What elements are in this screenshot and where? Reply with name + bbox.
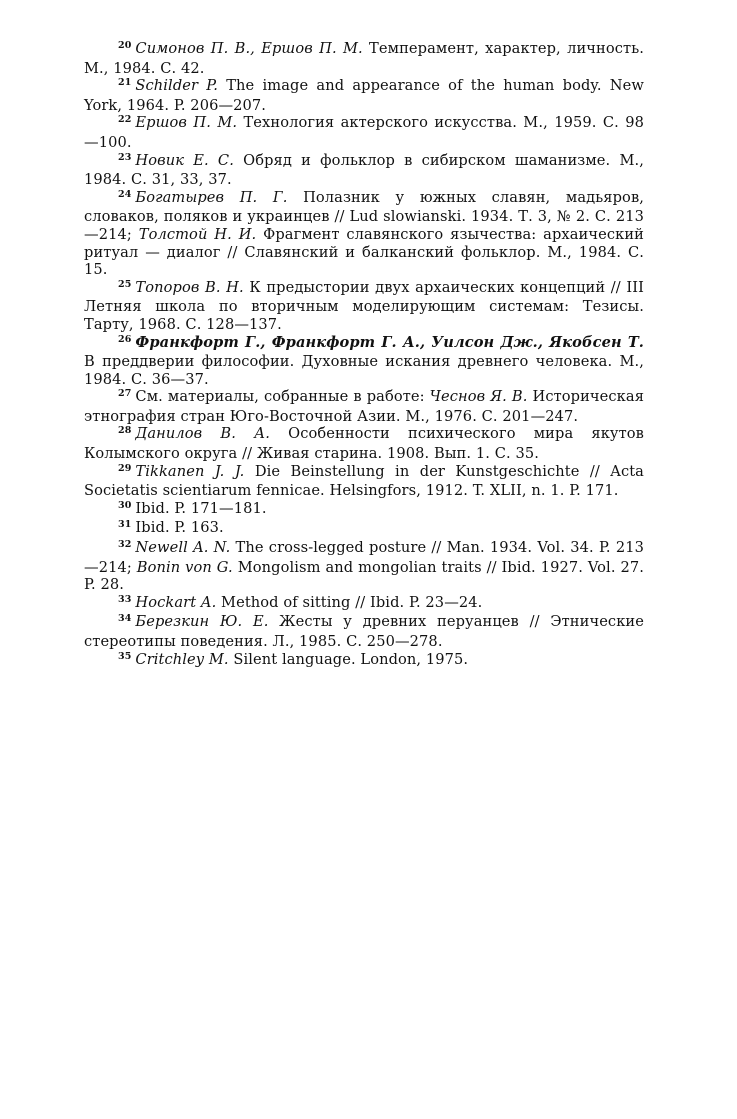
footnote-30 xyxy=(84,500,644,520)
footnote-number: 26 xyxy=(118,333,132,345)
footnote-text: Ibid. P. 171—181. xyxy=(135,499,267,517)
footnote-author: Франкфорт Г., Франкфорт Г. А., Уилсон Дж., Якобсен Т. xyxy=(135,333,644,351)
footnote-22 xyxy=(84,114,644,151)
footnote-number: 20 xyxy=(118,40,132,51)
footnotes-page xyxy=(84,40,644,670)
footnote-26 xyxy=(84,334,644,389)
footnote-author: Ершов П. М. xyxy=(135,114,238,132)
footnote-text: Полазник у южных славян, мадьяров, словаков, поляков и украинцев // Lud slowianski. 1934. Т. 3, № 2. С. 213—214; xyxy=(84,188,644,243)
footnote-20 xyxy=(84,40,644,77)
footnote-21 xyxy=(84,77,644,114)
footnote-number: 34 xyxy=(118,613,132,625)
footnote-text: Обряд и фольклор в сибирском шаманизме. М., 1984. С. 31, 33, 37. xyxy=(84,151,644,189)
footnote-33 xyxy=(84,594,644,614)
footnote-author: Новик Е. С. xyxy=(135,151,234,169)
footnote-author: Березкин Ю. Е. xyxy=(135,613,269,631)
footnote-text: Ibid. P. 163. xyxy=(135,519,224,537)
footnote-number: 27 xyxy=(118,388,132,400)
footnote-27 xyxy=(84,388,644,425)
footnote-number: 32 xyxy=(118,539,132,551)
footnote-text: Особенности психического мира якутов Колымского округа // Живая старина. 1908. Вып. 1. С. 35. xyxy=(84,425,644,463)
footnote-text: В преддверии философии. Духовные искания древнего человека. М., 1984. С. 36—37. xyxy=(84,353,644,388)
footnote-29 xyxy=(84,463,644,500)
footnote-author: Schilder P. xyxy=(135,77,218,95)
footnote-author: Топоров В. Н. xyxy=(135,278,244,296)
footnote-author: Симонов П. В., Ершов П. М. xyxy=(135,40,363,57)
footnote-number: 31 xyxy=(118,519,132,531)
footnote-number: 22 xyxy=(118,114,132,126)
footnote-31 xyxy=(84,519,644,539)
footnote-23 xyxy=(84,152,644,189)
footnote-author: Bonin von G. xyxy=(136,558,233,576)
footnote-text: Фрагмент славянского язычества: архаический ритуал — диалог // Славянский и балканский фольклор. М., 1984. С. 15. xyxy=(84,225,645,279)
footnote-number: 30 xyxy=(118,499,132,511)
footnote-author: Данилов В. А. xyxy=(135,425,271,443)
footnote-number: 35 xyxy=(118,650,132,662)
footnote-number: 23 xyxy=(118,151,132,163)
footnote-text: Mongolism and mongolian traits // Ibid. 1927. Vol. 27. P. 28. xyxy=(84,558,644,594)
footnote-text: The image and appearance of the human body. New York, 1964. P. 206—207. xyxy=(84,77,644,114)
footnote-author: Hockart A. xyxy=(135,593,217,611)
footnote-number: 28 xyxy=(118,425,132,437)
footnote-number: 29 xyxy=(118,462,132,474)
footnote-text: Темперамент, характер, личность. М., 1984. С. 42. xyxy=(84,40,644,77)
footnote-text: См. материалы, собранные в работе: xyxy=(135,388,430,406)
footnote-author: Толстой Н. И. xyxy=(138,225,257,243)
footnote-text: Жесты у древних перуанцев // Этнические стереотипы поведения. Л., 1985. С. 250—278. xyxy=(84,613,644,650)
footnote-25 xyxy=(84,279,644,334)
footnote-35 xyxy=(84,651,644,671)
footnote-24 xyxy=(84,189,644,279)
footnote-number: 25 xyxy=(118,278,132,290)
footnote-28 xyxy=(84,425,644,462)
footnote-author: Critchley M. xyxy=(135,650,229,668)
footnote-author: Newell A. N. xyxy=(135,539,231,557)
footnote-author: Богатырев П. Г. xyxy=(135,188,288,206)
footnote-34 xyxy=(84,613,644,650)
footnote-text: Технология актерского искусства. М., 1959. С. 98—100. xyxy=(84,114,644,151)
footnote-text: Die Beinstellung in der Kunstgeschichte // Acta Societatis scientiarum fennicae. Helsingfors, 1912. T. XLII, n. 1. P. 171. xyxy=(84,462,644,500)
footnote-text: К предыстории двух архаических концепций // III Летняя школа по вторичным моделирующим системам: Тезисы. Тарту, 1968. С. 128—137. xyxy=(84,278,645,333)
footnote-author: Tikkanen J. J. xyxy=(135,462,245,480)
footnote-32 xyxy=(84,539,644,594)
footnote-number: 33 xyxy=(118,593,132,605)
footnote-author: Чеснов Я. В. xyxy=(429,388,528,406)
footnote-text: Silent language. London, 1975. xyxy=(228,650,469,668)
footnote-text: Method of sitting // Ibid. P. 23—24. xyxy=(216,593,483,611)
footnote-text: The cross-legged posture // Man. 1934. Vol. 34. P. 213—214; xyxy=(84,539,645,576)
footnote-number: 21 xyxy=(118,77,132,89)
footnote-text: Историческая этнография стран Юго-Восточной Азии. М., 1976. С. 201—247. xyxy=(84,388,645,425)
footnote-number: 24 xyxy=(118,188,132,200)
